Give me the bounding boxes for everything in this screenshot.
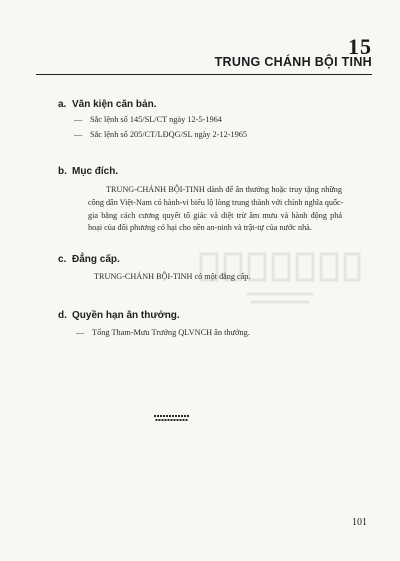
section-b-letter: b. (58, 166, 67, 177)
section-b-line-1: TRUNG-CHÁNH BỘI-TINH dành để ân thưởng hoặc truy tặng những (106, 185, 342, 194)
section-a-item-2 (74, 130, 247, 139)
section-b-paragraph (88, 184, 342, 235)
page-number: 101 (352, 517, 367, 528)
section-c-heading (58, 254, 120, 265)
section-b-line-4: hoại của đối phương có hại cho nền an-ninh và trật-tự của nước nhà. (88, 223, 312, 233)
section-b-title: Mục đích. (72, 166, 119, 177)
section-b-heading (58, 166, 118, 177)
section-d-item-1 (76, 328, 250, 337)
dash-glyph: — (76, 328, 85, 337)
section-a-item-1 (74, 115, 222, 124)
section-b-line-2: công dân Việt-Nam có hành-vi biểu lộ lòng trung thành với chính nghĩa quốc- (88, 197, 344, 207)
section-b-line-3: gia bằng cách cương quyết tố giác và diệt trừ âm mưu và hành động phá (88, 210, 342, 220)
chapter-number: 15 (348, 34, 372, 59)
section-d-title: Quyền hạn ân thưởng. (72, 310, 180, 321)
section-end-ornament (154, 414, 190, 424)
section-a-item-2-text: Sắc lệnh số 205/CT/LĐQG/SL ngày 2-12-1965 (90, 130, 248, 139)
section-c-letter: c. (58, 254, 67, 265)
section-a-title: Văn kiện căn bản. (72, 99, 157, 110)
section-d-item-1-text: Tổng Tham-Mưu Trưởng QLVNCH ân thưởng. (92, 328, 250, 337)
section-d-heading (58, 310, 180, 321)
section-a-letter: a. (58, 99, 67, 110)
chapter-title: TRUNG CHÁNH BỘI TINH (214, 55, 372, 69)
section-c-title: Đẳng cấp. (72, 254, 120, 265)
section-d-letter: d. (58, 310, 67, 321)
dash-glyph: — (74, 115, 83, 124)
header-rule (36, 74, 372, 75)
section-c-text: TRUNG-CHÁNH BỘI-TINH có một đẳng cấp. (94, 272, 251, 281)
dash-glyph: — (74, 130, 83, 139)
section-a-item-1-text: Sắc lệnh số 145/SL/CT ngày 12-5-1964 (90, 115, 222, 124)
section-a-heading (58, 99, 156, 110)
